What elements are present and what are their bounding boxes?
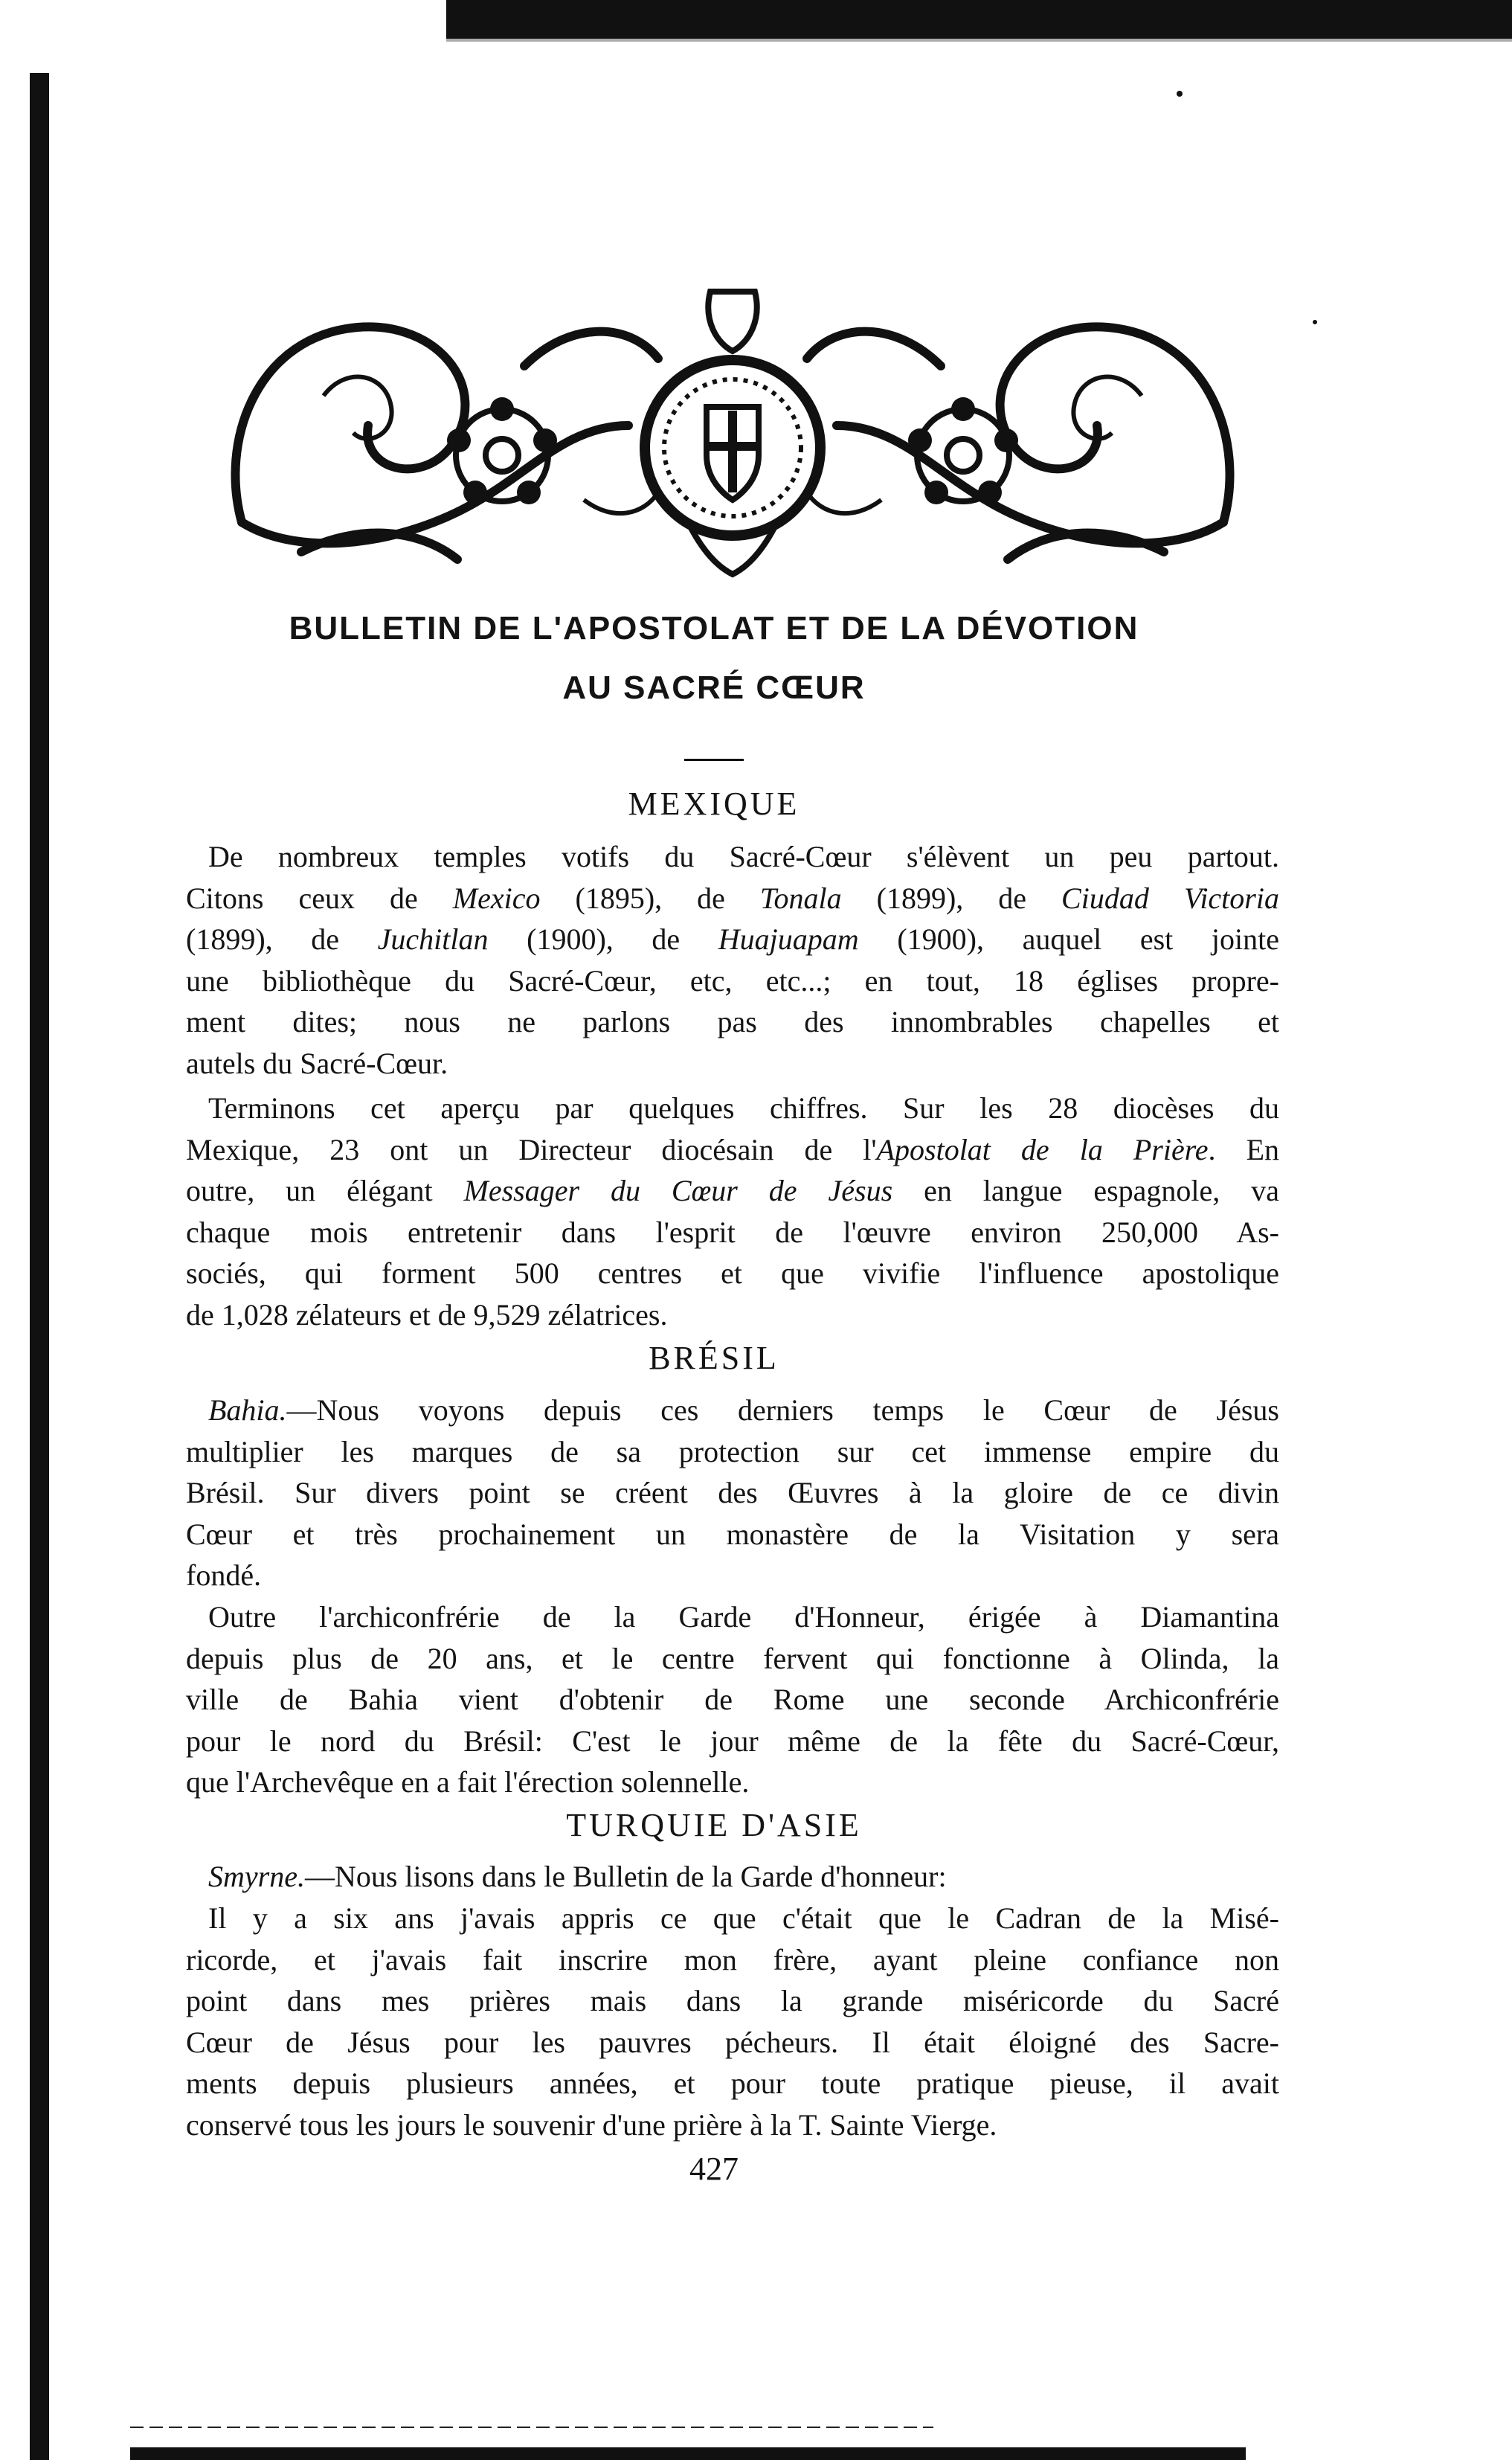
text-line: ricorde, et j'avais fait inscrire mon frère, ayant pleine confiance non: [186, 1942, 1279, 1976]
page-number: 427: [689, 2151, 739, 2187]
text-line: Cœur de Jésus pour les pauvres pécheurs. Il était éloigné des Sacre-: [186, 2025, 1279, 2059]
text-line: Cœur et très prochainement un monastère de la Visitation y sera: [186, 1517, 1279, 1551]
ink-speck: [1313, 320, 1317, 324]
text-line: Mexique, 23 ont un Directeur diocésain de l'Apostolat de la Prière. En: [186, 1132, 1279, 1166]
italic-text: Messager du Cœur de Jésus: [463, 1174, 893, 1208]
section-heading-turquie: TURQUIE D'ASIE: [566, 1807, 862, 1843]
left-border-rule: [30, 73, 49, 2460]
paragraph-bresil-1: [186, 1390, 1279, 1596]
text-line: Smyrne.—Nous lisons dans le Bulletin de la Garde d'honneur:: [208, 1860, 947, 1893]
italic-text: Mexico: [452, 881, 541, 915]
paragraph-mexique-1: [186, 836, 1279, 1085]
text-line: outre, un élégant Messager du Cœur de Jésus en langue espagnole, va: [186, 1174, 1279, 1208]
text-line: Citons ceux de Mexico (1895), de Tonala (1899), de Ciudad Victoria: [186, 881, 1279, 915]
paragraph-turquie-2: [186, 1898, 1279, 2146]
italic-text: Huajuapam: [718, 922, 859, 957]
text-line: Terminons cet aperçu par quelques chiffres. Sur les 28 diocèses du: [208, 1091, 1279, 1125]
text-line: chaque mois entretenir dans l'esprit de l'œuvre environ 250,000 As-: [186, 1215, 1279, 1249]
page-title-line-2: AU SACRÉ CŒUR: [562, 669, 866, 706]
ink-speck: [1177, 91, 1183, 97]
decorative-headpiece: [212, 277, 1253, 582]
text-line: que l'Archevêque en a fait l'érection solennelle.: [186, 1765, 750, 1799]
text-line: sociés, qui forment 500 centres et que vivifie l'influence apostolique: [186, 1256, 1279, 1291]
text-line: Bahia.—Nous voyons depuis ces derniers temps le Cœur de Jésus: [208, 1393, 1279, 1427]
text-line: ments depuis plusieurs années, et pour toute pratique pieuse, il avait: [186, 2066, 1279, 2101]
italic-text: Apostolat de la Prière: [876, 1132, 1209, 1166]
text-line: Il y a six ans j'avais appris ce que c'était que le Cadran de la Misé-: [208, 1901, 1279, 1935]
page-title-line-1: BULLETIN DE L'APOSTOLAT ET DE LA DÉVOTION: [289, 610, 1139, 646]
paragraph-bresil-2: [186, 1596, 1279, 1803]
text-line: ville de Bahia vient d'obtenir de Rome une seconde Archiconfrérie: [186, 1683, 1279, 1717]
text-line: De nombreux temples votifs du Sacré-Cœur s'élèvent un peu partout.: [208, 840, 1279, 873]
italic-text: Juchitlan: [377, 922, 489, 957]
top-border-shadow: [446, 39, 1512, 42]
top-border-rule: [446, 0, 1512, 39]
text-line: de 1,028 zélateurs et de 9,529 zélatrices.: [186, 1297, 668, 1332]
bottom-border-rule: [130, 2447, 1246, 2460]
italic-text: Tonala: [759, 881, 842, 915]
text-line: multiplier les marques de sa protection sur cet immense empire du: [186, 1434, 1279, 1468]
text-line: ment dites; nous ne parlons pas des innombrables chapelles et: [186, 1005, 1279, 1039]
paragraph-turquie-1: [186, 1856, 1279, 1898]
italic-text: Bahia.: [208, 1393, 287, 1427]
text-line: (1899), de Juchitlan (1900), de Huajuapam (1900), auquel est jointe: [186, 922, 1279, 957]
text-line: Brésil. Sur divers point se créent des Œuvres à la gloire de ce divin: [186, 1476, 1279, 1510]
section-heading-bresil: BRÉSIL: [649, 1340, 779, 1376]
text-line: fondé.: [186, 1558, 262, 1593]
italic-text: Smyrne.: [208, 1860, 305, 1893]
section-heading-mexique: MEXIQUE: [628, 786, 800, 822]
text-line: point dans mes prières mais dans la grande miséricorde du Sacré: [186, 1984, 1279, 2018]
italic-text: Ciudad Victoria: [1061, 881, 1279, 915]
text-line: conservé tous les jours le souvenir d'une prière à la T. Sainte Vierge.: [186, 2107, 997, 2142]
title-divider: [684, 759, 744, 761]
bottom-dashed-rule: [130, 2427, 933, 2428]
text-line: Outre l'archiconfrérie de la Garde d'Honneur, érigée à Diamantina: [208, 1600, 1279, 1634]
paragraph-mexique-2: [186, 1088, 1279, 1336]
text-line: pour le nord du Brésil: C'est le jour même de la fête du Sacré-Cœur,: [186, 1724, 1279, 1758]
text-line: autels du Sacré-Cœur.: [186, 1046, 448, 1080]
text-line: depuis plus de 20 ans, et le centre fervent qui fonctionne à Olinda, la: [186, 1641, 1279, 1675]
text-line: une bibliothèque du Sacré-Cœur, etc, etc...; en tout, 18 églises propre-: [186, 963, 1279, 998]
